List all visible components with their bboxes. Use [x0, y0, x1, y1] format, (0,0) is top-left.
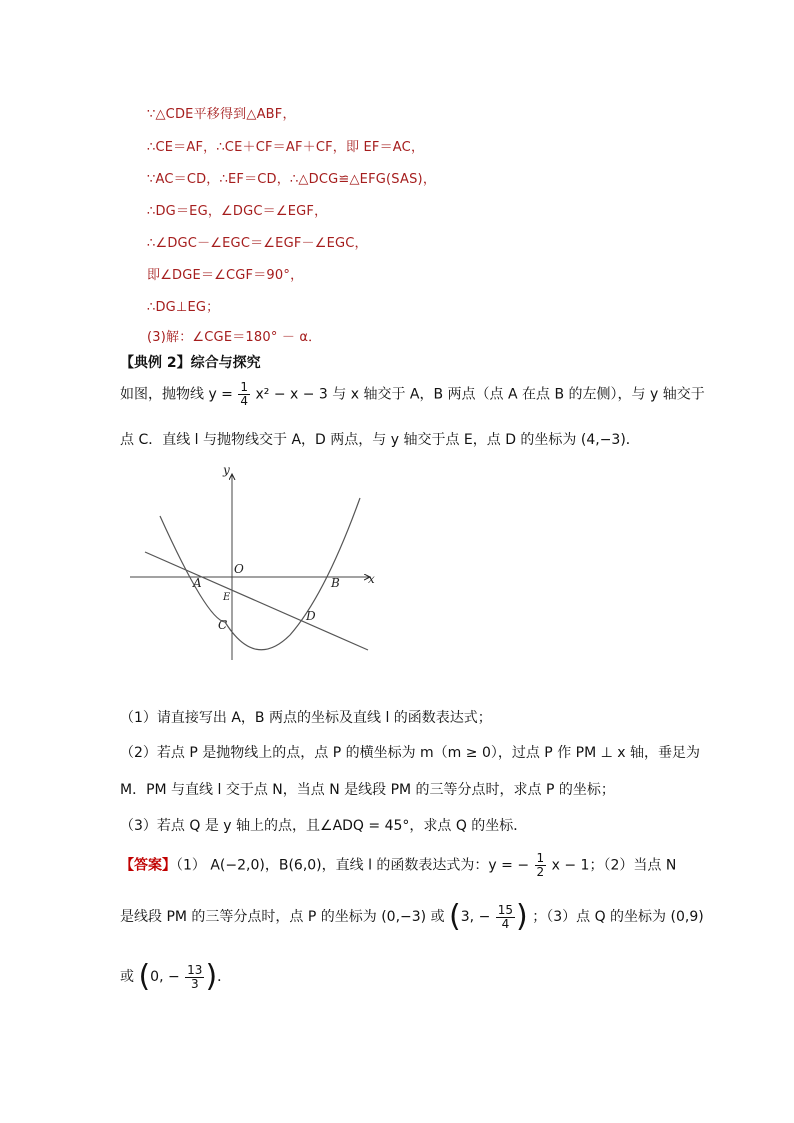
- proof-line-8: (3)解：∠CGE＝180° － α．: [147, 330, 322, 345]
- answer-line-1-end: x − 1；（2）当点 N: [551, 857, 677, 874]
- label-y: y: [223, 463, 230, 477]
- label-b: B: [331, 576, 340, 590]
- answer-line-1-start: （1） A(−2,0)，B(6,0)，直线 l 的函数表达式为：y = −: [176, 857, 530, 874]
- problem-fraction-denominator: 4: [240, 394, 249, 408]
- close-paren-2: ): [205, 959, 218, 994]
- answer-line-2: [120, 899, 704, 934]
- question-2-line-2: M．PM 与直线 l 交于点 N，当点 N 是线段 PM 的三等分点时，求点 P 的坐标；: [120, 782, 615, 798]
- answer-fraction-3: [185, 964, 204, 991]
- problem-line-2: 点 C．直线 l 与抛物线交于 A，D 两点，与 y 轴交于点 E，点 D 的坐标为 (4,−3)．: [120, 432, 640, 448]
- proof-line-1: ∵△CDE平移得到△ABF，: [147, 107, 296, 122]
- answer-line-2-coord: 3, −: [460, 909, 491, 925]
- proof-line-6: 即∠DGE＝∠CGF＝90°，: [147, 268, 304, 283]
- open-paren: (: [449, 899, 461, 934]
- answer-fraction-3-numerator: 13: [187, 962, 203, 977]
- question-3: （3）若点 Q 是 y 轴上的点，且∠ADQ = 45°，求点 Q 的坐标．: [120, 818, 528, 834]
- answer-fraction-2-numerator: 15: [497, 902, 514, 917]
- label-a: A: [193, 576, 202, 590]
- answer-tag: 【答案】: [120, 857, 176, 874]
- answer-fraction-3-denominator: 3: [190, 976, 199, 991]
- proof-line-2: ∴CE＝AF，∴CE＋CF＝AF＋CF，即 EF＝AC，: [147, 140, 425, 155]
- label-o: O: [234, 562, 244, 576]
- problem-fraction-numerator: 1: [240, 380, 249, 394]
- answer-fraction-2: [496, 904, 515, 931]
- answer-line-3: [120, 959, 232, 994]
- problem-line-1: [120, 381, 705, 408]
- answer-fraction-1-numerator: 1: [536, 851, 545, 865]
- answer-fraction-2-denominator: 4: [501, 916, 510, 931]
- example-heading: 【典例 2】综合与探究: [120, 355, 261, 371]
- problem-line-1-end: x² − x − 3 与 x 轴交于 A，B 两点（点 A 在点 B 的左侧），与 y 轴交于: [255, 386, 705, 403]
- question-2-line-1: （2）若点 P 是抛物线上的点，点 P 的横坐标为 m（m ≥ 0），过点 P 作 PM ⊥ x 轴，垂足为: [120, 745, 701, 761]
- answer-fraction-1: [535, 852, 547, 879]
- close-paren: ): [516, 899, 528, 934]
- answer-line-1: [120, 852, 676, 879]
- proof-line-4: ∴DG＝EG，∠DGC＝∠EGF，: [147, 204, 328, 219]
- answer-line-2-end: ；（3）点 Q 的坐标为 (0,9): [532, 909, 704, 925]
- proof-line-7: ∴DG⊥EG；: [147, 300, 220, 315]
- question-1: （1）请直接写出 A，B 两点的坐标及直线 l 的函数表达式；: [120, 710, 492, 726]
- answer-line-3-coord: 0, −: [150, 969, 180, 985]
- answer-line-3-end: ．: [217, 969, 232, 985]
- proof-line-5: ∴∠DGC－∠EGC＝∠EGF－∠EGC，: [147, 236, 368, 251]
- parabola-figure: [120, 460, 390, 665]
- open-paren-2: (: [138, 959, 151, 994]
- problem-fraction: [238, 381, 250, 408]
- answer-fraction-1-denominator: 2: [536, 865, 545, 879]
- parabola-curve: [160, 498, 360, 650]
- label-e: E: [223, 592, 231, 603]
- label-c: C: [218, 618, 228, 632]
- line-l: [145, 552, 368, 650]
- label-d: D: [306, 609, 316, 623]
- problem-line-1-start: 如图，抛物线 y =: [120, 386, 233, 403]
- proof-line-3: ∵AC＝CD，∴EF＝CD，∴△DCG≌△EFG(SAS)，: [147, 172, 437, 187]
- answer-line-2-start: 是线段 PM 的三等分点时，点 P 的坐标为 (0,−3) 或: [120, 909, 445, 925]
- answer-line-3-start: 或: [120, 969, 134, 985]
- label-x: x: [368, 572, 375, 586]
